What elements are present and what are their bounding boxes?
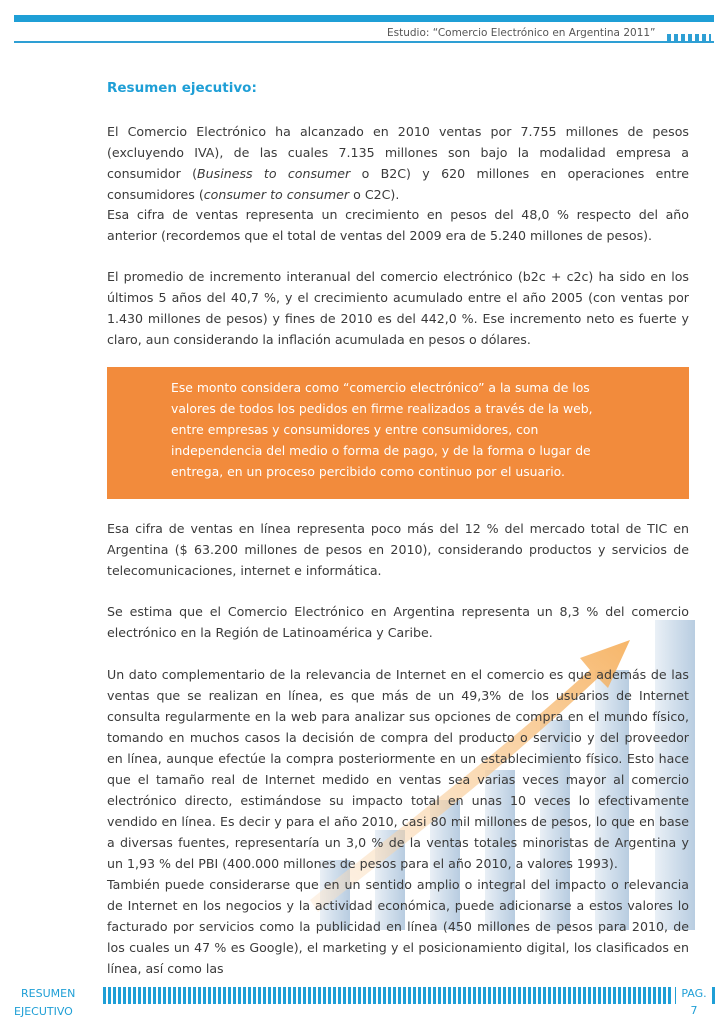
header-top-bar: [14, 15, 714, 22]
footer-section-line2: EJECUTIVO: [14, 1005, 73, 1018]
paragraph-sentido-amplio: También puede considerarse que en un sentido amplio o integral del impacto o relevancia de Internet en los negocios y la actividad económica, puede adicionarse a estos valores lo facturado por servicios como la publicidad en línea (450 millones de pesos para 2010, de los cuales un 47 % es Google), el marketing y el posicionamiento digital, los clasificados en línea, así como las: [107, 877, 689, 976]
footer-section-line1: RESUMEN: [21, 987, 76, 1000]
page-number: [676, 985, 712, 1019]
footer-striped-bar: [103, 987, 671, 1004]
section-title: Resumen ejecutivo:: [107, 80, 257, 96]
paragraph-dato-complementario: Un dato complementario de la relevancia de Internet en el comercio es que además de las ventas que se realizan en línea, es que más de un 49,3% de los usuarios de Internet consulta regularmente en la web para analizar sus opciones de compra en el mundo físico, tomando en muchos casos la decisión de compra del producto o servicio y del proveedor en línea, aunque efectúe la compra posteriormente en un establecimiento físico. Esto hace que el tamaño real de Internet medido en ventas sea varias veces mayor al comercio electrónico directo, estimándose su impacto total en unas 10 veces lo efectivamente vendido en línea. Es decir y para el año 2010, casi 80 mil millones de pesos, lo que en base a diversas fuentes, representaría un 3,0 % de la ventas totales minoristas de Argentina y un 1,93 % del PBI (400.000 millones de pesos para el año 2010, a valores 1993).: [107, 667, 689, 871]
paragraph-ventas-2010: El Comercio Electrónico ha alcanzado en 2010 ventas por 7.755 millones de pesos (excluyendo IVA), de las cuales 7.135 millones son bajo la modalidad empresa a consumidor (Business to consumer o B2C) y 620 millones en operaciones entre consumidores (consumer to consumer o C2C).: [107, 124, 689, 202]
header-stripes-decoration: [667, 34, 711, 41]
callout-text: Ese monto considera como “comercio electrónico” a la suma de los valores de todos los pedidos en firme realizados a través de la web, entre empresas y consumidores y entre consumidores, con independencia del medio o forma de pago, y de la forma o lugar de entrega, en un proceso percibido como continuo por el usuario.: [171, 380, 593, 479]
paragraph-crecimiento: Esa cifra de ventas representa un crecimiento en pesos del 48,0 % respecto del año anterior (recordemos que el total de ventas del 2009 era de 5.240 millones de pesos).: [107, 207, 689, 243]
page-label: PAG.: [681, 987, 707, 1000]
header-rule: [14, 41, 714, 43]
page-number-value: 7: [690, 1004, 698, 1017]
document-header-title: Estudio: “Comercio Electrónico en Argentina 2011”: [387, 27, 656, 39]
paragraph-mercado-tic: Esa cifra de ventas en línea representa poco más del 12 % del mercado total de TIC en Argentina ($ 63.200 millones de pesos en 2010), considerando productos y servicios de telecomunicaciones, internet e informática.: [107, 521, 689, 578]
paragraph-region-latam: Se estima que el Comercio Electrónico en Argentina representa un 8,3 % del comercio electrónico en la Región de Latinoamérica y Caribe.: [107, 604, 689, 640]
footer-section-label: [14, 985, 104, 1021]
paragraph-promedio-incremento: El promedio de incremento interanual del comercio electrónico (b2c + c2c) ha sido en los últimos 5 años del 40,7 %, y el crecimiento acumulado entre el año 2005 (con ventas por 1.430 millones de pesos) y fines de 2010 es del 442,0 %. Ese incremento neto es fuerte y claro, aun considerando la inflación acumulada en pesos o dólares.: [107, 269, 689, 347]
